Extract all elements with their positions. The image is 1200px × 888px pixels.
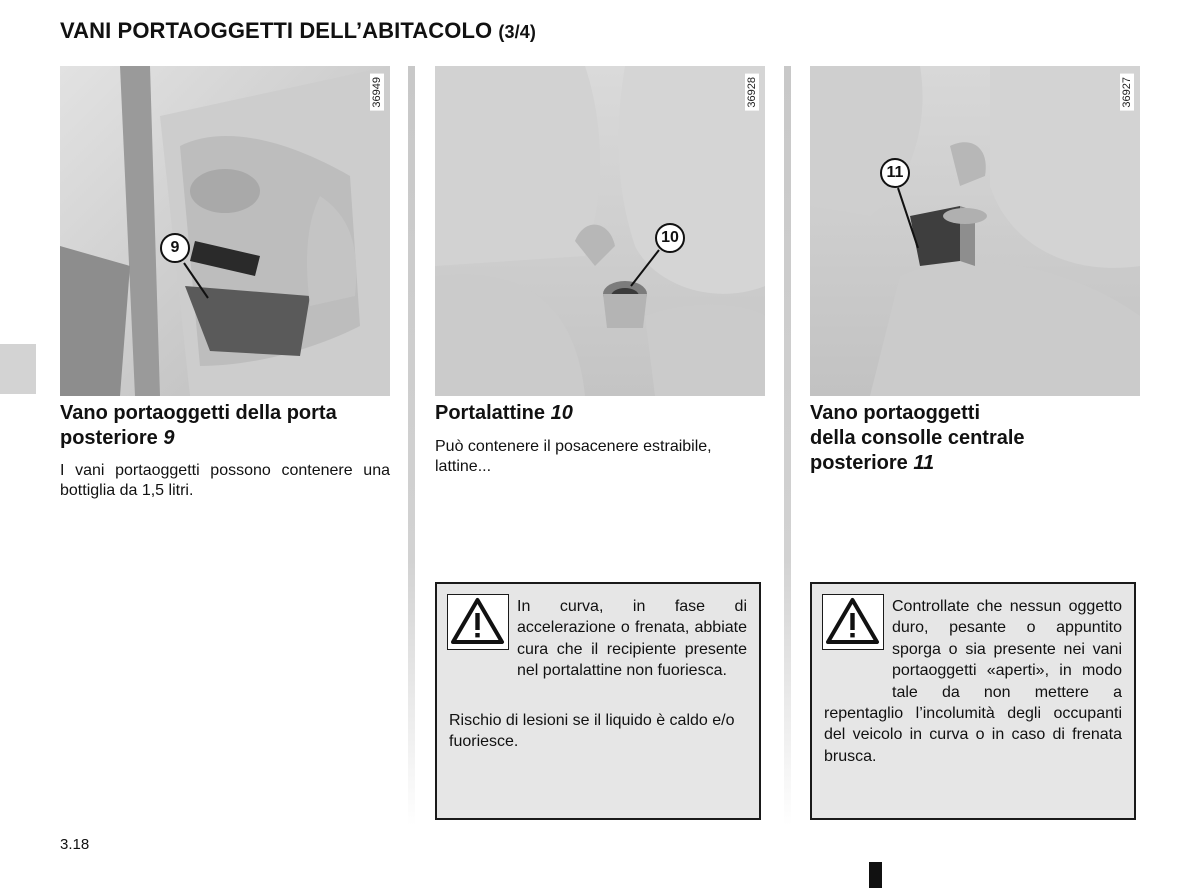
figure-code: 36949 — [370, 74, 384, 111]
figure-code: 36927 — [1120, 74, 1134, 111]
warning-box-can-holder — [435, 582, 761, 820]
page-title — [60, 18, 536, 44]
section-heading-rear-door — [60, 401, 395, 451]
icon-spacer — [824, 596, 892, 682]
figure-code: 36928 — [745, 74, 759, 111]
page-title-text: VANI PORTAOGGETTI DELL’ABITACOLO — [60, 18, 493, 43]
warning-text-secondary: Rischio di lesioni se il liquido è caldo e/o fuoriesce. — [449, 712, 735, 751]
callout-10: 10 — [655, 223, 685, 253]
column-divider — [784, 66, 791, 826]
page-edge-mark — [869, 862, 882, 888]
column-divider — [408, 66, 415, 826]
heading-text: Portalattine — [435, 402, 546, 424]
warning-paragraph — [449, 596, 747, 682]
heading-line: della consolle centrale — [810, 427, 1025, 449]
callout-11-leader-line — [810, 66, 1140, 396]
can-holder-photo — [435, 66, 765, 396]
rear-door-storage-photo — [60, 66, 390, 396]
warning-paragraph — [824, 596, 1122, 767]
page-number: 3.18 — [60, 836, 90, 853]
section-side-tab — [0, 344, 36, 394]
callout-11: 11 — [880, 158, 910, 188]
callout-9: 9 — [160, 233, 190, 263]
rear-console-storage-photo — [810, 66, 1140, 396]
callout-10-leader-line — [435, 66, 765, 396]
heading-line: Vano portaoggetti — [810, 402, 980, 424]
warning-text: Controllate che nessun oggetto duro, pesante o appuntito sporga o sia presente nei vani portaoggetti «aperti», in modo tale da non mettere a repentaglio l’incolumità degli occupanti del veicolo in curva o in caso di frenata brusca. — [824, 598, 1122, 765]
icon-spacer — [449, 596, 517, 682]
heading-line: posteriore — [810, 452, 908, 474]
section-heading-can-holder — [435, 401, 765, 426]
section-heading-rear-console — [810, 401, 1140, 476]
heading-number: 11 — [913, 452, 935, 474]
warning-box-rear-console — [810, 582, 1136, 820]
section-text-rear-door: I vani portaoggetti possono contenere una bottiglia da 1,5 litri. — [60, 462, 390, 499]
callout-9-leader-line — [60, 66, 390, 396]
warning-text: In curva, in fase di accelerazione o frenata, abbiate cura che il recipiente presente nel portalattine non fuoriesca. — [517, 598, 747, 680]
section-text-can-holder: Può contenere il posacenere estraibile, lattine... — [435, 438, 712, 475]
heading-number: 10 — [550, 402, 573, 424]
page-title-part: (3/4) — [498, 22, 536, 42]
heading-number: 9 — [163, 427, 175, 449]
heading-text: Vano portaoggetti della porta posteriore — [60, 402, 337, 449]
